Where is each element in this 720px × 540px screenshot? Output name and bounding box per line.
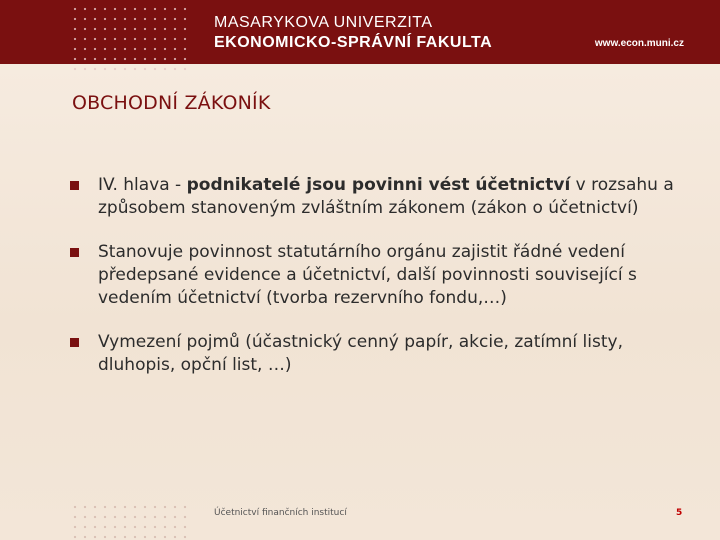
bullet-text-suffix: v rozsahu a způsobem stanoveným zvláštním zákonem (zákon o účetnictví) [98, 175, 674, 218]
bullet-text: Stanovuje povinnost statutárního orgánu zajistit řádné vedení předepsané evidence a účetnictví, další povinnosti související s vedením účetnictví (tvorba rezervního fondu,…) [98, 242, 637, 308]
university-name: MASARYKOVA UNIVERZITA [214, 14, 433, 31]
university-logo-icon [70, 4, 188, 78]
faculty-url: www.econ.muni.cz [594, 38, 684, 49]
slide-title: OBCHODNÍ ZÁKONÍK [72, 92, 271, 114]
footer-course-label: Účetnictví finančních institucí [214, 508, 347, 518]
footer-logo-pattern-icon [70, 502, 188, 540]
bullet-text: Vymezení pojmů (účastnický cenný papír, akcie, zatímní listy, dluhopis, opční list, …) [98, 332, 623, 375]
bullet-item [70, 241, 690, 310]
page-number: 5 [676, 508, 683, 518]
bullet-item [70, 174, 690, 220]
square-bullet-icon [70, 338, 79, 347]
faculty-name: EKONOMICKO-SPRÁVNÍ FAKULTA [214, 34, 493, 51]
bullet-item [70, 331, 690, 377]
header-bar [0, 0, 720, 64]
square-bullet-icon [70, 248, 79, 257]
bullet-list [70, 174, 690, 398]
bullet-text-bold: podnikatelé jsou povinni vést účetnictví [186, 175, 571, 195]
bullet-text-prefix: IV. hlava - [98, 175, 187, 195]
square-bullet-icon [70, 181, 79, 190]
